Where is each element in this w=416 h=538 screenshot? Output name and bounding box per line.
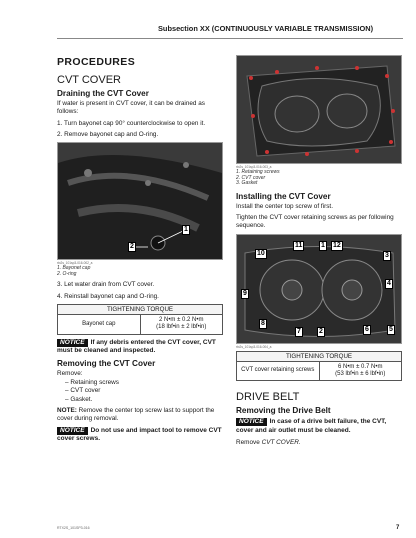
bayonet-cap-figure bbox=[57, 142, 223, 260]
fig3-callout-11: 11 bbox=[295, 241, 303, 249]
fig1-code: rtx2s_101sp3-016-002_a bbox=[57, 261, 93, 266]
drive-belt-heading: DRIVE BELT bbox=[236, 391, 300, 404]
notice-badge: NOTICE bbox=[57, 339, 88, 347]
subsection-header: Subsection XX (CONTINUOUSLY VARIABLE TRANSMISSION) bbox=[158, 24, 374, 33]
notice-2-text: Do not use and impact tool to remove CVT cover screws. bbox=[57, 426, 222, 443]
fig2-legend-2: 2. CVT cover bbox=[236, 174, 266, 181]
cvt-screws-torque-table bbox=[236, 351, 402, 382]
header-rule bbox=[57, 38, 403, 39]
torque-value-line1: 2 N•m ± 0.2 N•m bbox=[158, 316, 204, 323]
notice-3 bbox=[236, 418, 402, 435]
fig3-callout-12: 12 bbox=[333, 241, 341, 249]
torque-value bbox=[140, 314, 223, 334]
note bbox=[57, 407, 223, 424]
fig3-callout-4: 4 bbox=[387, 279, 391, 287]
cvt-cover-link[interactable]: CVT COVER. bbox=[261, 439, 301, 447]
step-2: 2. Remove bayonet cap and O-ring. bbox=[57, 130, 159, 138]
torque-value-line2: (53 lbf•in ± 6 lbf•in) bbox=[335, 371, 386, 378]
page-number: 7 bbox=[396, 525, 400, 531]
fig1-legend-1: 1. Bayonet cap bbox=[57, 265, 91, 272]
left-column bbox=[57, 48, 223, 447]
remove-cover-ref bbox=[236, 439, 402, 447]
torque-value-line2: (18 lbf•in ± 2 lbf•in) bbox=[156, 324, 207, 331]
fig1-callout-1: 1 bbox=[184, 226, 188, 234]
removing-cover-heading: Removing the CVT Cover bbox=[57, 359, 156, 369]
torque-value bbox=[319, 361, 402, 381]
fig3-callout-5: 5 bbox=[389, 325, 393, 333]
fig3-callout-3: 3 bbox=[385, 251, 389, 259]
draining-heading: Draining the CVT Cover bbox=[57, 89, 149, 98]
fig3-callout-10: 10 bbox=[257, 249, 265, 257]
bayonet-torque-table bbox=[57, 304, 223, 335]
remove-intro: Remove: bbox=[57, 370, 83, 378]
note-text: Remove the center top screw last to support the cover during removal. bbox=[57, 407, 215, 423]
step-1: 1. Turn bayonet cap 90° counterclockwise to open it. bbox=[57, 119, 206, 127]
remove-item-1: – Retaining screws bbox=[65, 378, 119, 386]
remove-cover-prefix: Remove bbox=[236, 439, 260, 447]
procedures-heading: PROCEDURES bbox=[57, 56, 136, 68]
notice-1-text: If any debris entered the CVT cover, CVT must be cleaned and inspected. bbox=[57, 338, 216, 355]
right-column bbox=[236, 55, 402, 450]
note-label: NOTE: bbox=[57, 407, 77, 415]
installing-heading: Installing the CVT Cover bbox=[236, 191, 331, 201]
fig3-callout-7: 7 bbox=[297, 327, 301, 335]
fig3-callout-9: 9 bbox=[243, 289, 247, 297]
tightening-sequence-figure bbox=[236, 234, 402, 344]
torque-table-header: TIGHTENING TORQUE bbox=[58, 304, 223, 314]
fig3-callout-1: 1 bbox=[321, 241, 325, 249]
fig3-callout-2: 2 bbox=[319, 327, 323, 335]
step-3: 3. Let water drain from CVT cover. bbox=[57, 281, 155, 289]
cvt-cover-exploded-illustration bbox=[237, 56, 401, 163]
fig3-code: rtx2s_101sp3-016-004_a bbox=[236, 344, 272, 349]
document-code: RTX2S_101SP3-016 bbox=[57, 526, 90, 530]
fig2-code: rtx2s_101sp3-016-003_a bbox=[236, 165, 272, 169]
draining-intro: If water is present in CVT cover, it can be drained as follows: bbox=[57, 100, 206, 116]
fig2-legend-3: 3. Gasket bbox=[236, 180, 258, 187]
torque-table-header: TIGHTENING TORQUE bbox=[237, 351, 402, 361]
torque-label: Bayonet cap bbox=[58, 314, 141, 334]
fig1-callout-2: 2 bbox=[130, 243, 134, 251]
step-4: 4. Reinstall bayonet cap and O-ring. bbox=[57, 292, 159, 300]
cvt-cover-removal-figure bbox=[236, 55, 402, 164]
notice-badge: NOTICE bbox=[236, 418, 267, 426]
fig1-legend-2: 2. O-ring bbox=[57, 270, 77, 277]
remove-item-3: – Gasket. bbox=[65, 395, 93, 403]
notice-1 bbox=[57, 339, 223, 356]
notice-2 bbox=[57, 427, 223, 444]
cvt-cover-heading: CVT COVER bbox=[57, 74, 121, 86]
notice-3-text: In case of a drive belt failure, the CVT, cover and air outlet must be cleaned. bbox=[236, 418, 387, 434]
remove-item-2: – CVT cover bbox=[65, 387, 101, 395]
cvt-cover-bottom-illustration bbox=[58, 143, 222, 259]
notice-badge: NOTICE bbox=[57, 427, 88, 435]
install-p1: Install the center top screw of first. bbox=[236, 202, 333, 210]
install-p2: Tighten the CVT cover retaining screws as per following sequence. bbox=[236, 214, 394, 230]
torque-label: CVT cover retaining screws bbox=[237, 361, 320, 381]
fig2-legend-1: 1. Retaining screws bbox=[236, 169, 280, 175]
removing-belt-heading: Removing the Drive Belt bbox=[236, 406, 331, 416]
torque-value-line1: 6 N•m ± 0.7 N•m bbox=[337, 363, 383, 370]
fig3-callout-6: 6 bbox=[365, 325, 369, 333]
fig3-callout-8: 8 bbox=[261, 319, 265, 327]
